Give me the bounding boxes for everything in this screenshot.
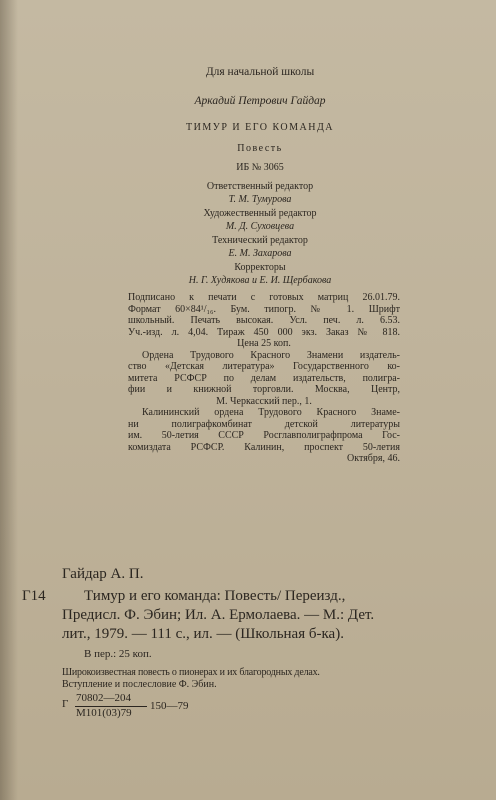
code-numerator: 70802—204 — [76, 692, 131, 704]
imprint-block — [128, 292, 400, 465]
tech-editor-name: Е. М. Захарова — [228, 248, 292, 259]
proofreaders-label: Корректоры — [234, 262, 286, 273]
binding-shadow — [0, 0, 18, 800]
imprint-line: фии и книжной торговли. Москва, Центр, — [128, 384, 400, 395]
catalog-desc-line: лит., 1979. — 111 с., ил. — (Школьная б-ка). — [62, 626, 344, 642]
imprint-line: Подписано к печати с готовых матриц 26.01.79. — [128, 292, 400, 303]
art-editor-name: М. Д. Суховцева — [225, 221, 295, 232]
genre-line: Повесть — [237, 143, 283, 154]
art-editor-label: Художественный редактор — [203, 208, 317, 219]
imprint-line: Октября, 46. — [347, 453, 400, 464]
code-tail: 150—79 — [150, 700, 189, 712]
audience-line: Для начальной школы — [205, 66, 315, 78]
code-prefix: Г — [62, 698, 69, 710]
catalog-desc-line: Предисл. Ф. Эбин; Ил. А. Ермолаева. — М.: Дет. — [62, 607, 375, 623]
tech-editor-label: Технический редактор — [212, 235, 308, 246]
catalog-heading: Гайдар А. П. — [62, 566, 144, 582]
annotation-line: Вступление и послесловие Ф. Эбин. — [62, 679, 217, 690]
imprint-line: комиздата РСФСР. Калинин, проспект 50-летия — [128, 441, 400, 453]
catalog-desc-line: Тимур и его команда: Повесть/ Переизд., — [84, 588, 346, 604]
imprint-line: М. Черкасский пер., 1. — [216, 395, 312, 407]
ib-number: ИБ № 3065 — [236, 162, 284, 173]
imprint-price: Цена 25 коп. — [237, 338, 291, 349]
imprint-line: митета РСФСР по делам издательств, полигра- — [128, 372, 400, 384]
imprint-line: Уч.-изд. л. 4,04. Тираж 450 000 экз. Заказ № 818. — [128, 326, 400, 338]
imprint-line: Калининский ордена Трудового Красного Знаме- — [142, 407, 400, 418]
imprint-line: Формат 60×84¹/₁₆. Бум. типогр. № 1. Шрифт — [128, 303, 400, 315]
catalog-index: Г14 — [22, 588, 46, 604]
annotation-line: Широкоизвестная повесть о пионерах и их благородных делах. — [62, 667, 320, 678]
resp-editor-label: Ответственный редактор — [206, 181, 314, 192]
resp-editor-name: Т. М. Тумурова — [228, 194, 292, 205]
book-title: ТИМУР И ЕГО КОМАНДА — [186, 122, 334, 133]
catalog-price: В пер.: 25 коп. — [84, 648, 152, 660]
author-line: Аркадий Петрович Гайдар — [194, 95, 326, 107]
imprint-line: Ордена Трудового Красного Знамени издатель- — [142, 349, 400, 361]
imprint-line: ство «Детская литература» Государственного ко- — [128, 361, 400, 372]
proofreaders-names: Н. Г. Худякова и Е. И. Щербакова — [188, 275, 332, 286]
imprint-line: им. 50-летия СССР Росглавполиграфпрома Гос- — [128, 430, 400, 441]
imprint-line: школьный. Печать высокая. Усл. печ. л. 6.53. — [128, 315, 400, 326]
imprint-line: ни полиграфкомбинат детской литературы — [128, 418, 400, 430]
code-denominator: М101(03)79 — [76, 707, 132, 719]
